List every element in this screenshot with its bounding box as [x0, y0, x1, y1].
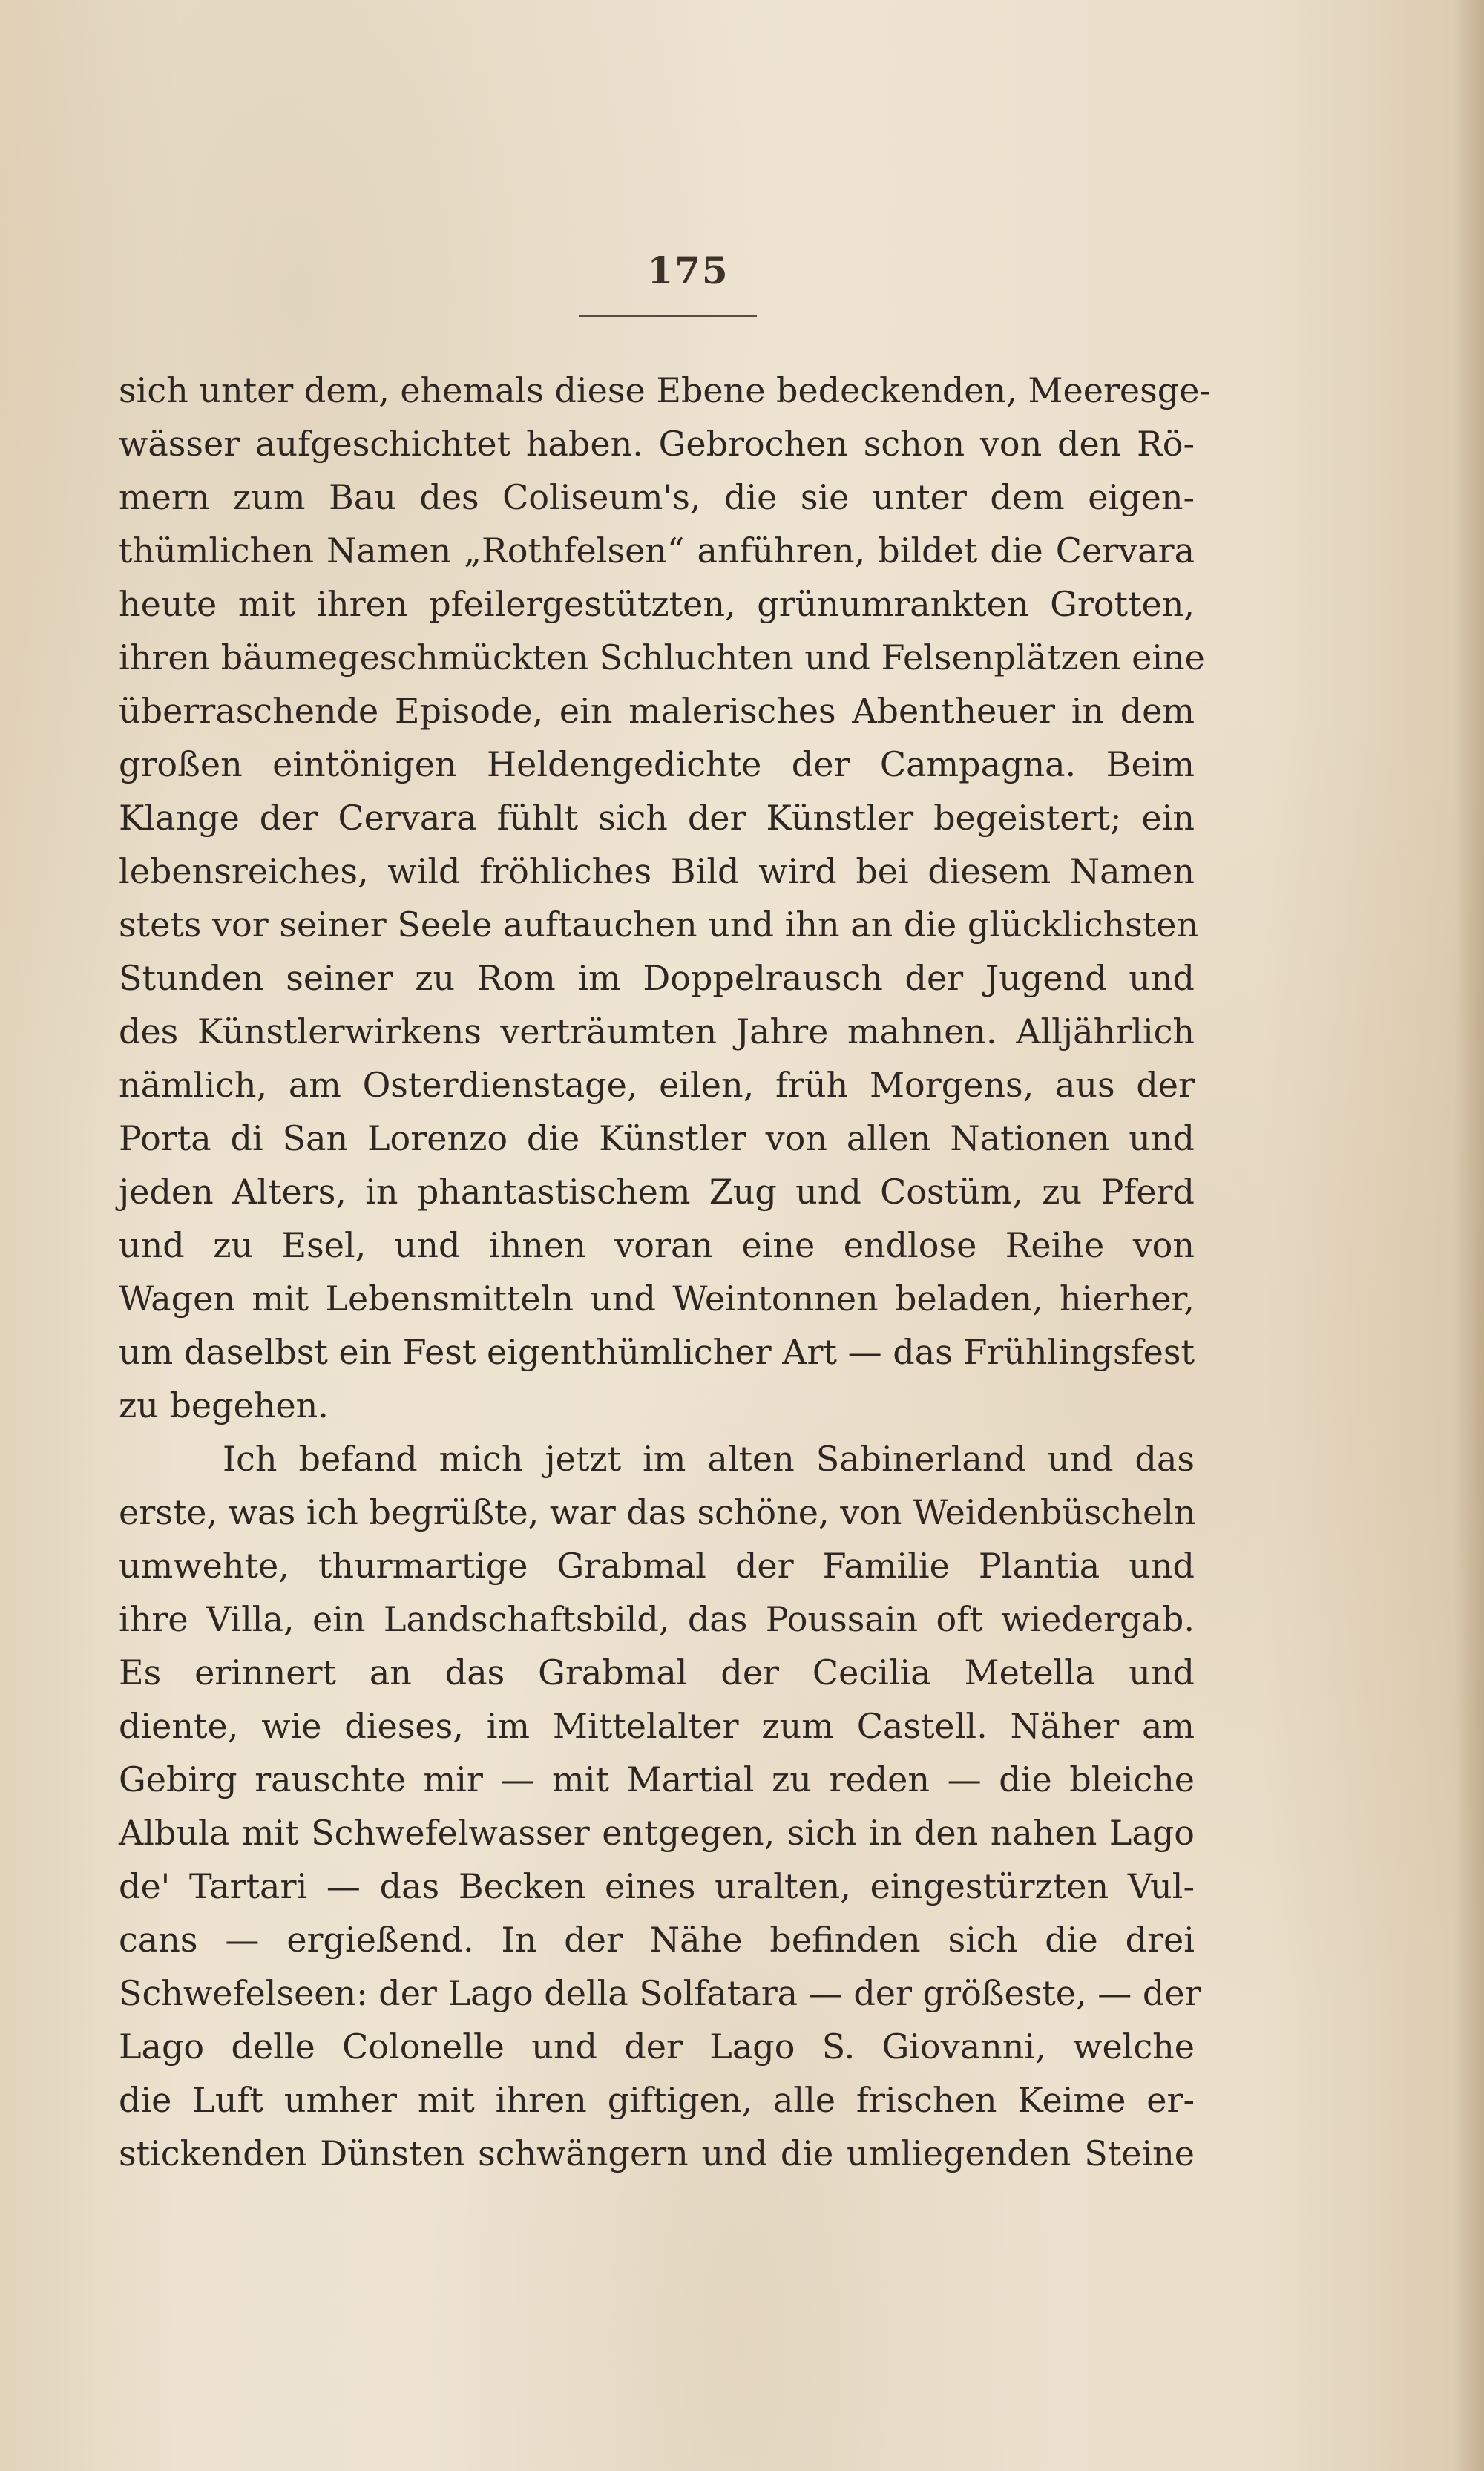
- text-line: Lago delle Colonelle und der Lago S. Giovanni, welche: [119, 2027, 1195, 2067]
- page-number: 175: [647, 249, 729, 292]
- body-text: [119, 364, 1211, 2180]
- text-line: Porta di San Lorenzo die Künstler von allen Nationen und: [119, 1118, 1195, 1158]
- paragraph-start-line: Ich befand mich jetzt im alten Sabinerland und das: [223, 1439, 1195, 1479]
- header-rule: [579, 315, 757, 317]
- text-line: Stunden seiner zu Rom im Doppelrausch der Jugend und: [119, 958, 1195, 998]
- text-line: thümlichen Namen „Rothfelsen“ anführen, bildet die Cervara: [119, 531, 1195, 571]
- text-line: stets vor seiner Seele auftauchen und ihn an die glücklichsten: [119, 905, 1199, 945]
- text-line: Albula mit Schwefelwasser entgegen, sich in den nahen Lago: [119, 1813, 1195, 1853]
- text-line: des Künstlerwirkens verträumten Jahre mahnen. Alljährlich: [119, 1011, 1195, 1051]
- text-line: ihren bäumegeschmückten Schluchten und Felsenplätzen eine: [119, 637, 1205, 677]
- text-line: erste, was ich begrüßte, war das schöne, von Weidenbüscheln: [119, 1492, 1196, 1532]
- paragraph-end-line: zu begehen.: [119, 1385, 329, 1425]
- text-line: nämlich, am Osterdienstage, eilen, früh Morgens, aus der: [119, 1065, 1195, 1105]
- text-line: Schwefelseen: der Lago della Solfatara — der größeste, — der: [119, 1973, 1201, 2013]
- text-line: die Luft umher mit ihren giftigen, alle frischen Keime er-: [119, 2080, 1195, 2120]
- text-line: cans — ergießend. In der Nähe befinden sich die drei: [119, 1920, 1195, 1960]
- page-edge-shadow: [1454, 0, 1484, 2471]
- text-line: wässer aufgeschichtet haben. Gebrochen schon von den Rö-: [119, 424, 1195, 464]
- text-line: Wagen mit Lebensmitteln und Weintonnen beladen, hierher,: [119, 1279, 1195, 1319]
- text-line: mern zum Bau des Coliseum's, die sie unter dem eigen-: [119, 477, 1195, 517]
- text-line: lebensreiches, wild fröhliches Bild wird bei diesem Namen: [119, 851, 1195, 891]
- text-line: um daselbst ein Fest eigenthümlicher Art — das Frühlingsfest: [119, 1332, 1195, 1372]
- text-line: ihre Villa, ein Landschaftsbild, das Poussain oft wiedergab.: [119, 1599, 1195, 1639]
- text-line: überraschende Episode, ein malerisches Abentheuer in dem: [119, 691, 1195, 731]
- text-line: sich unter dem, ehemals diese Ebene bedeckenden, Meeresge-: [119, 370, 1211, 410]
- text-line: Es erinnert an das Grabmal der Cecilia Metella und: [119, 1653, 1195, 1693]
- text-line: stickenden Dünsten schwängern und die umliegenden Steine: [119, 2133, 1195, 2173]
- text-line: diente, wie dieses, im Mittelalter zum Castell. Näher am: [119, 1706, 1195, 1746]
- text-line: großen eintönigen Heldengedichte der Campagna. Beim: [119, 744, 1195, 784]
- text-line: umwehte, thurmartige Grabmal der Familie Plantia und: [119, 1546, 1195, 1586]
- text-line: Gebirg rauschte mir — mit Martial zu reden — die bleiche: [119, 1759, 1195, 1799]
- text-line: de' Tartari — das Becken eines uralten, eingestürzten Vul-: [119, 1866, 1195, 1906]
- text-line: und zu Esel, und ihnen voran eine endlose Reihe von: [119, 1225, 1195, 1265]
- text-line: jeden Alters, in phantastischem Zug und Costüm, zu Pferd: [119, 1172, 1195, 1212]
- text-line: heute mit ihren pfeilergestützten, grünumrankten Grotten,: [119, 584, 1195, 624]
- text-line: Klange der Cervara fühlt sich der Künstler begeistert; ein: [119, 798, 1195, 838]
